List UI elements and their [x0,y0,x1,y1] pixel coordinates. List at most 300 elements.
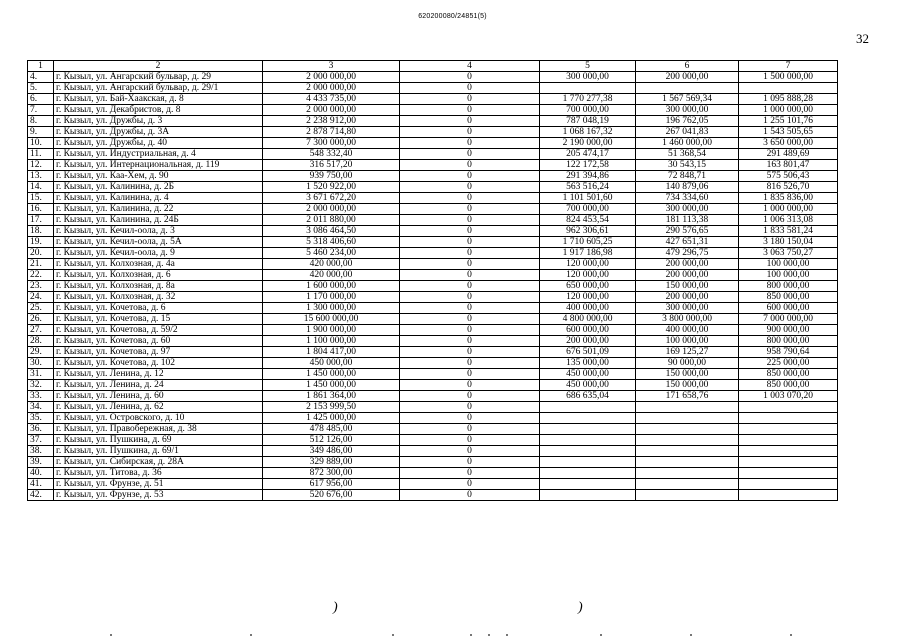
total-amount-cell: 1 450 000,00 [263,369,400,380]
col6-cell: 169 125,27 [636,347,739,358]
col7-cell [739,83,838,94]
total-amount-cell: 512 126,00 [263,435,400,446]
col4-cell: 0 [400,94,540,105]
table-row [28,281,838,292]
address-cell: г. Кызыл, ул. Калинина, д. 22 [54,204,263,215]
address-cell: г. Кызыл, ул. Бай-Хаакская, д. 8 [54,94,263,105]
col6-cell [636,468,739,479]
table-row [28,215,838,226]
row-number-cell: 31. [28,369,54,380]
table-body [28,61,838,501]
address-cell: г. Кызыл, ул. Фрунзе, д. 53 [54,490,263,501]
address-cell: г. Кызыл, ул. Правобережная, д. 38 [54,424,263,435]
col4-cell: 0 [400,83,540,94]
col7-cell: 800 000,00 [739,281,838,292]
table-row [28,303,838,314]
col4-cell: 0 [400,413,540,424]
col6-cell [636,402,739,413]
address-cell: г. Кызыл, ул. Индустриальная, д. 4 [54,149,263,160]
address-cell: г. Кызыл, ул. Колхозная, д. 6 [54,270,263,281]
col6-cell: 200 000,00 [636,72,739,83]
col4-cell: 0 [400,215,540,226]
col6-cell [636,490,739,501]
column-number: 2 [54,61,263,72]
col5-cell: 1 068 167,32 [540,127,636,138]
col5-cell [540,83,636,94]
col4-cell: 0 [400,314,540,325]
col4-cell: 0 [400,72,540,83]
col6-cell: 140 879,06 [636,182,739,193]
col6-cell: 181 113,38 [636,215,739,226]
table-row [28,325,838,336]
handwritten-mark: ) [333,600,338,615]
col5-cell [540,402,636,413]
column-number: 4 [400,61,540,72]
total-amount-cell: 316 517,20 [263,160,400,171]
total-amount-cell: 1 600 000,00 [263,281,400,292]
table-row [28,248,838,259]
col4-cell: 0 [400,446,540,457]
address-cell: г. Кызыл, ул. Ленина, д. 24 [54,380,263,391]
col6-cell: 51 368,54 [636,149,739,160]
col7-cell: 7 000 000,00 [739,314,838,325]
row-number-cell: 18. [28,226,54,237]
col4-cell: 0 [400,270,540,281]
col7-cell [739,402,838,413]
col5-cell: 450 000,00 [540,380,636,391]
row-number-cell: 16. [28,204,54,215]
total-amount-cell: 2 153 999,50 [263,402,400,413]
col7-cell: 100 000,00 [739,270,838,281]
total-amount-cell: 617 956,00 [263,479,400,490]
row-number-cell: 42. [28,490,54,501]
col4-cell: 0 [400,369,540,380]
row-number-cell: 34. [28,402,54,413]
total-amount-cell: 548 332,40 [263,149,400,160]
col5-cell [540,413,636,424]
col5-cell: 200 000,00 [540,336,636,347]
col7-cell [739,457,838,468]
address-cell: г. Кызыл, ул. Калинина, д. 24Б [54,215,263,226]
row-number-cell: 10. [28,138,54,149]
total-amount-cell: 420 000,00 [263,259,400,270]
col5-cell: 600 000,00 [540,325,636,336]
col6-cell: 300 000,00 [636,204,739,215]
scan-artifacts [0,634,905,638]
address-cell: г. Кызыл, ул. Кочетова, д. 97 [54,347,263,358]
address-cell: г. Кызыл, ул. Кочетова, д. 15 [54,314,263,325]
table-row [28,380,838,391]
table-row [28,468,838,479]
col7-cell: 3 063 750,27 [739,248,838,259]
row-number-cell: 22. [28,270,54,281]
col6-cell: 200 000,00 [636,292,739,303]
table-row [28,204,838,215]
address-cell: г. Кызыл, ул. Колхозная, д. 32 [54,292,263,303]
table-row [28,402,838,413]
col4-cell: 0 [400,292,540,303]
col5-cell: 700 000,00 [540,105,636,116]
col7-cell: 1 000 000,00 [739,204,838,215]
row-number-cell: 23. [28,281,54,292]
col5-cell: 824 453,54 [540,215,636,226]
col6-cell: 290 576,65 [636,226,739,237]
address-cell: г. Кызыл, ул. Ангарский бульвар, д. 29/1 [54,83,263,94]
table-row [28,391,838,402]
col7-cell: 1 003 070,20 [739,391,838,402]
table-row [28,446,838,457]
table-row [28,116,838,127]
table-row [28,171,838,182]
address-cell: г. Кызыл, ул. Калинина, д. 4 [54,193,263,204]
col6-cell: 30 543,15 [636,160,739,171]
total-amount-cell: 1 300 000,00 [263,303,400,314]
col4-cell: 0 [400,259,540,270]
col4-cell: 0 [400,149,540,160]
col7-cell: 100 000,00 [739,259,838,270]
table-row [28,259,838,270]
total-amount-cell: 3 671 672,20 [263,193,400,204]
table-row [28,413,838,424]
row-number-cell: 25. [28,303,54,314]
total-amount-cell: 2 000 000,00 [263,204,400,215]
col7-cell: 1 500 000,00 [739,72,838,83]
col6-cell: 1 460 000,00 [636,138,739,149]
total-amount-cell: 2 000 000,00 [263,83,400,94]
table-row [28,182,838,193]
table-row [28,336,838,347]
col5-cell: 4 800 000,00 [540,314,636,325]
col6-cell: 196 762,05 [636,116,739,127]
col6-cell: 400 000,00 [636,325,739,336]
address-cell: г. Кызыл, ул. Декабристов, д. 8 [54,105,263,116]
col6-cell [636,413,739,424]
col5-cell: 205 474,17 [540,149,636,160]
row-number-cell: 41. [28,479,54,490]
col7-cell: 1 006 313,08 [739,215,838,226]
col7-cell: 3 180 150,04 [739,237,838,248]
col7-cell: 1 000 000,00 [739,105,838,116]
total-amount-cell: 1 425 000,00 [263,413,400,424]
col7-cell: 1 543 505,65 [739,127,838,138]
col6-cell [636,479,739,490]
table-row [28,193,838,204]
total-amount-cell: 1 100 000,00 [263,336,400,347]
row-number-cell: 26. [28,314,54,325]
col6-cell [636,446,739,457]
table-row [28,83,838,94]
col5-cell: 563 516,24 [540,182,636,193]
total-amount-cell: 1 450 000,00 [263,380,400,391]
col6-cell: 300 000,00 [636,303,739,314]
column-number: 1 [28,61,54,72]
row-number-cell: 7. [28,105,54,116]
total-amount-cell: 1 520 922,00 [263,182,400,193]
col7-cell: 900 000,00 [739,325,838,336]
col4-cell: 0 [400,105,540,116]
col7-cell [739,490,838,501]
col7-cell: 958 790,64 [739,347,838,358]
col7-cell: 816 526,70 [739,182,838,193]
col7-cell [739,424,838,435]
total-amount-cell: 1 861 364,00 [263,391,400,402]
total-amount-cell: 872 300,00 [263,468,400,479]
col5-cell: 120 000,00 [540,292,636,303]
col4-cell: 0 [400,138,540,149]
col5-cell: 676 501,09 [540,347,636,358]
col7-cell: 163 801,47 [739,160,838,171]
row-number-cell: 19. [28,237,54,248]
col7-cell: 3 650 000,00 [739,138,838,149]
address-cell: г. Кызыл, ул. Ленина, д. 12 [54,369,263,380]
row-number-cell: 24. [28,292,54,303]
total-amount-cell: 349 486,00 [263,446,400,457]
row-number-cell: 21. [28,259,54,270]
address-cell: г. Кызыл, ул. Ленина, д. 62 [54,402,263,413]
col7-cell [739,435,838,446]
row-number-cell: 8. [28,116,54,127]
table-row [28,347,838,358]
total-amount-cell: 2 878 714,80 [263,127,400,138]
address-cell: г. Кызыл, ул. Пушкина, д. 69 [54,435,263,446]
table-row [28,424,838,435]
address-cell: г. Кызыл, ул. Ленина, д. 60 [54,391,263,402]
col5-cell: 686 635,04 [540,391,636,402]
col5-cell: 400 000,00 [540,303,636,314]
col4-cell: 0 [400,204,540,215]
table-row [28,226,838,237]
col6-cell: 150 000,00 [636,369,739,380]
address-cell: г. Кызыл, ул. Колхозная, д. 8а [54,281,263,292]
total-amount-cell: 1 900 000,00 [263,325,400,336]
row-number-cell: 11. [28,149,54,160]
col4-cell: 0 [400,391,540,402]
total-amount-cell: 1 804 417,00 [263,347,400,358]
row-number-cell: 9. [28,127,54,138]
total-amount-cell: 2 011 880,00 [263,215,400,226]
total-amount-cell: 2 000 000,00 [263,105,400,116]
col6-cell [636,83,739,94]
address-cell: г. Кызыл, ул. Интернациональная, д. 119 [54,160,263,171]
total-amount-cell: 329 889,00 [263,457,400,468]
total-amount-cell: 420 000,00 [263,270,400,281]
col6-cell: 3 800 000,00 [636,314,739,325]
total-amount-cell: 2 000 000,00 [263,72,400,83]
row-number-cell: 33. [28,391,54,402]
table-row [28,105,838,116]
row-number-cell: 17. [28,215,54,226]
address-cell: г. Кызыл, ул. Титова, д. 36 [54,468,263,479]
col6-cell: 267 041,83 [636,127,739,138]
col5-cell: 450 000,00 [540,369,636,380]
address-cell: г. Кызыл, ул. Дружбы, д. 40 [54,138,263,149]
row-number-cell: 40. [28,468,54,479]
total-amount-cell: 3 086 464,50 [263,226,400,237]
col6-cell [636,424,739,435]
col6-cell [636,435,739,446]
address-cell: г. Кызыл, ул. Кечил-оола, д. 9 [54,248,263,259]
row-number-cell: 13. [28,171,54,182]
col5-cell [540,457,636,468]
col6-cell: 100 000,00 [636,336,739,347]
col5-cell: 122 172,58 [540,160,636,171]
col7-cell: 850 000,00 [739,380,838,391]
col6-cell: 1 567 569,34 [636,94,739,105]
table-row [28,138,838,149]
col4-cell: 0 [400,226,540,237]
col4-cell: 0 [400,457,540,468]
row-number-cell: 12. [28,160,54,171]
table-row [28,127,838,138]
total-amount-cell: 5 460 234,00 [263,248,400,259]
total-amount-cell: 939 750,00 [263,171,400,182]
col5-cell [540,424,636,435]
col7-cell: 1 835 836,00 [739,193,838,204]
col7-cell: 1 095 888,28 [739,94,838,105]
col7-cell [739,468,838,479]
table-row [28,94,838,105]
col5-cell: 1 710 605,25 [540,237,636,248]
col5-cell: 700 000,00 [540,204,636,215]
col7-cell: 1 255 101,76 [739,116,838,127]
col6-cell: 427 651,31 [636,237,739,248]
col7-cell: 600 000,00 [739,303,838,314]
table-row [28,490,838,501]
col5-cell: 787 048,19 [540,116,636,127]
total-amount-cell: 520 676,00 [263,490,400,501]
col7-cell: 575 506,43 [739,171,838,182]
col4-cell: 0 [400,402,540,413]
row-number-cell: 15. [28,193,54,204]
col5-cell: 1 101 501,60 [540,193,636,204]
row-number-cell: 32. [28,380,54,391]
col7-cell: 800 000,00 [739,336,838,347]
total-amount-cell: 2 238 912,00 [263,116,400,127]
column-number: 7 [739,61,838,72]
register-table [27,60,838,501]
column-number: 3 [263,61,400,72]
total-amount-cell: 478 485,00 [263,424,400,435]
address-cell: г. Кызыл, ул. Кечил-оола, д. 3 [54,226,263,237]
column-number-row [28,61,838,72]
row-number-cell: 30. [28,358,54,369]
col6-cell: 150 000,00 [636,281,739,292]
total-amount-cell: 7 300 000,00 [263,138,400,149]
total-amount-cell: 5 318 406,60 [263,237,400,248]
row-number-cell: 4. [28,72,54,83]
col5-cell [540,490,636,501]
col6-cell: 72 848,71 [636,171,739,182]
col4-cell: 0 [400,424,540,435]
col6-cell: 90 000,00 [636,358,739,369]
column-number: 5 [540,61,636,72]
col5-cell [540,435,636,446]
address-cell: г. Кызыл, ул. Кочетова, д. 59/2 [54,325,263,336]
col7-cell: 225 000,00 [739,358,838,369]
col4-cell: 0 [400,171,540,182]
col4-cell: 0 [400,468,540,479]
row-number-cell: 39. [28,457,54,468]
col6-cell: 171 658,76 [636,391,739,402]
address-cell: г. Кызыл, ул. Фрунзе, д. 51 [54,479,263,490]
col6-cell: 150 000,00 [636,380,739,391]
table-row [28,237,838,248]
address-cell: г. Кызыл, ул. Дружбы, д. 3 [54,116,263,127]
col4-cell: 0 [400,347,540,358]
address-cell: г. Кызыл, ул. Островского, д. 10 [54,413,263,424]
row-number-cell: 36. [28,424,54,435]
col4-cell: 0 [400,127,540,138]
col4-cell: 0 [400,380,540,391]
col5-cell: 120 000,00 [540,270,636,281]
col4-cell: 0 [400,358,540,369]
col5-cell: 1 917 186,98 [540,248,636,259]
row-number-cell: 27. [28,325,54,336]
address-cell: г. Кызыл, ул. Кечил-оола, д. 5А [54,237,263,248]
address-cell: г. Кызыл, ул. Каа-Хем, д. 90 [54,171,263,182]
col4-cell: 0 [400,182,540,193]
col7-cell [739,479,838,490]
col6-cell [636,457,739,468]
col6-cell: 300 000,00 [636,105,739,116]
col7-cell: 1 833 581,24 [739,226,838,237]
row-number-cell: 14. [28,182,54,193]
col7-cell [739,413,838,424]
col5-cell: 962 306,61 [540,226,636,237]
table-row [28,479,838,490]
col6-cell: 200 000,00 [636,270,739,281]
col5-cell [540,479,636,490]
col4-cell: 0 [400,116,540,127]
address-cell: г. Кызыл, ул. Кочетова, д. 6 [54,303,263,314]
row-number-cell: 5. [28,83,54,94]
col4-cell: 0 [400,193,540,204]
address-cell: г. Кызыл, ул. Кочетова, д. 60 [54,336,263,347]
col4-cell: 0 [400,490,540,501]
col4-cell: 0 [400,325,540,336]
table-row [28,149,838,160]
col4-cell: 0 [400,435,540,446]
row-number-cell: 35. [28,413,54,424]
page-number: 32 [856,31,869,46]
col7-cell: 850 000,00 [739,369,838,380]
table-row [28,314,838,325]
col5-cell: 135 000,00 [540,358,636,369]
col6-cell: 200 000,00 [636,259,739,270]
row-number-cell: 6. [28,94,54,105]
address-cell: г. Кызыл, ул. Ангарский бульвар, д. 29 [54,72,263,83]
table-row [28,369,838,380]
document-id: 620200080/24851(5) [418,13,487,20]
col7-cell: 850 000,00 [739,292,838,303]
total-amount-cell: 4 433 735,00 [263,94,400,105]
row-number-cell: 28. [28,336,54,347]
column-number: 6 [636,61,739,72]
table-row [28,435,838,446]
table-row [28,160,838,171]
col5-cell [540,446,636,457]
col5-cell: 1 770 277,38 [540,94,636,105]
row-number-cell: 38. [28,446,54,457]
table-row [28,457,838,468]
table-row [28,292,838,303]
col4-cell: 0 [400,237,540,248]
total-amount-cell: 450 000,00 [263,358,400,369]
col4-cell: 0 [400,248,540,259]
col5-cell: 300 000,00 [540,72,636,83]
row-number-cell: 29. [28,347,54,358]
row-number-cell: 37. [28,435,54,446]
